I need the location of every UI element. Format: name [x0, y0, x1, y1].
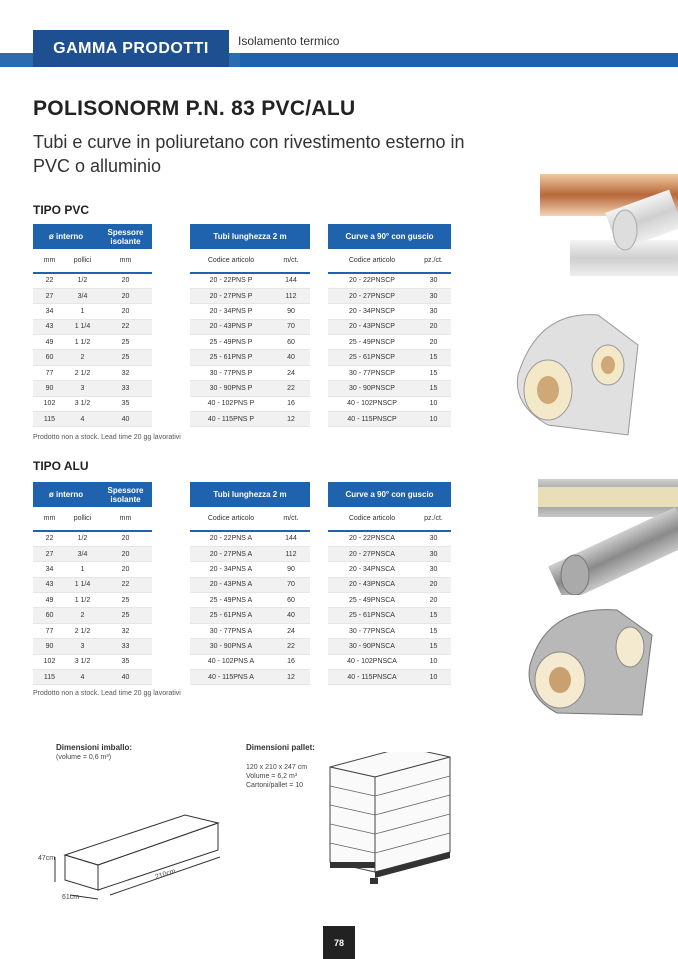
- table-row: [33, 350, 152, 365]
- table-cell: 90: [272, 562, 310, 577]
- table-cell: 30 - 77PNSCP: [328, 365, 416, 380]
- table-cell: 20: [99, 273, 152, 288]
- table-cell: 102: [33, 654, 66, 669]
- table-row: [190, 304, 310, 319]
- pallet-volume: Volume = 6,2 m³: [246, 773, 298, 780]
- table-cell: 25 - 49PNSCP: [328, 335, 416, 350]
- page-number: 78: [323, 926, 355, 959]
- pvc-dim-table: ø interno Spessore isolante mm pollici mm 22 1/2 20 27 3/4 20 34 1 20 43 1 1/4 22 49 1 1/2 25 60 2 25 77 2 1/2 32 90 3 33 102 3 1/2 35 115 4 40: [33, 224, 152, 427]
- table-cell: 15: [416, 381, 451, 396]
- table-row: [328, 623, 451, 638]
- table-cell: 60: [33, 350, 66, 365]
- table-row: [328, 562, 451, 577]
- table-cell: 25 - 61PNS A: [190, 608, 272, 623]
- table-cell: 40 - 115PNSCP: [328, 412, 416, 427]
- table-cell: 4: [66, 412, 99, 427]
- table-cell: 27: [33, 288, 66, 303]
- dim-210: 210cm: [154, 867, 177, 882]
- table-cell: 34: [33, 562, 66, 577]
- table-row: [190, 546, 310, 561]
- table-row: [190, 396, 310, 411]
- table-cell: 43: [33, 319, 66, 334]
- table-cell: 22: [272, 639, 310, 654]
- table-cell: 10: [416, 412, 451, 427]
- table-cell: 49: [33, 335, 66, 350]
- table-row: [328, 608, 451, 623]
- imballo-title: Dimensioni imballo:: [56, 743, 133, 752]
- table-cell: 20 - 27PNSCA: [328, 546, 416, 561]
- pallet-size: 120 x 210 x 247 cm: [246, 764, 308, 771]
- table-cell: 20 - 34PNSCA: [328, 562, 416, 577]
- dim-61: 61cm: [62, 894, 80, 901]
- table-cell: 3 1/2: [66, 654, 99, 669]
- table-cell: 20 - 22PNSCA: [328, 531, 416, 546]
- table-row: [190, 562, 310, 577]
- pvc-heading: TIPO PVC: [33, 203, 90, 217]
- table-cell: 60: [33, 608, 66, 623]
- table-cell: 15: [416, 365, 451, 380]
- section-name: Isolamento termico: [238, 34, 340, 48]
- table-cell: 40 - 102PNSCA: [328, 654, 416, 669]
- pvc-pipe-photo: [530, 170, 678, 290]
- table-cell: 20 - 43PNS A: [190, 577, 272, 592]
- col-curve: Curve a 90° con guscio: [328, 224, 451, 249]
- table-cell: 115: [33, 670, 66, 685]
- alu-dim-table: ø interno Spessore isolante mm pollici mm 22 1/2 20 27 3/4 20 34 1 20 43 1 1/4 22 49 1 1/2 25 60 2 25 77 2 1/2 32 90 3 33 102 3 1/2 35 115 4 40: [33, 482, 152, 685]
- table-cell: 15: [416, 639, 451, 654]
- table-row: [190, 350, 310, 365]
- table-cell: 25 - 49PNSCA: [328, 593, 416, 608]
- table-row: [33, 546, 152, 561]
- table-row: [33, 412, 152, 427]
- table-cell: 30: [416, 288, 451, 303]
- table-cell: 70: [272, 577, 310, 592]
- table-cell: 16: [272, 396, 310, 411]
- table-row: [33, 654, 152, 669]
- table-row: [33, 577, 152, 592]
- table-cell: 144: [272, 273, 310, 288]
- table-row: [328, 531, 451, 546]
- table-cell: 20: [99, 288, 152, 303]
- pvc-elbow-photo: [508, 305, 648, 440]
- table-cell: 15: [416, 623, 451, 638]
- table-row: [328, 412, 451, 427]
- table-cell: 20 - 43PNSCA: [328, 577, 416, 592]
- table-cell: 20 - 27PNSCP: [328, 288, 416, 303]
- table-cell: 1/2: [66, 273, 99, 288]
- table-cell: 30 - 90PNS P: [190, 381, 272, 396]
- table-cell: 30 - 90PNS A: [190, 639, 272, 654]
- table-cell: 16: [272, 654, 310, 669]
- table-cell: 2 1/2: [66, 623, 99, 638]
- table-row: [328, 577, 451, 592]
- page-subtitle: Tubi e curve in poliuretano con rivestimento esterno in PVC o alluminio: [33, 132, 465, 176]
- table-cell: 22: [33, 273, 66, 288]
- table-row: [190, 335, 310, 350]
- table-cell: 30: [416, 531, 451, 546]
- table-cell: 1 1/2: [66, 593, 99, 608]
- table-cell: 40: [272, 608, 310, 623]
- table-cell: 10: [416, 396, 451, 411]
- imballo-volume: (volume = 0,6 m³): [56, 754, 112, 761]
- table-cell: 3: [66, 381, 99, 396]
- table-cell: 40 - 115PNS A: [190, 670, 272, 685]
- table-row: [33, 319, 152, 334]
- table-cell: 40 - 102PNSCP: [328, 396, 416, 411]
- table-cell: 30: [416, 562, 451, 577]
- table-row: [328, 670, 451, 685]
- col-interno: ø interno: [33, 224, 99, 249]
- table-row: [33, 335, 152, 350]
- table-cell: 25 - 49PNS P: [190, 335, 272, 350]
- table-row: [328, 365, 451, 380]
- table-cell: 24: [272, 365, 310, 380]
- table-cell: 35: [99, 396, 152, 411]
- table-cell: 20 - 22PNS P: [190, 273, 272, 288]
- table-cell: 112: [272, 546, 310, 561]
- alu-note: Prodotto non a stock. Lead time 20 gg lavorativi: [33, 690, 181, 697]
- table-cell: 70: [272, 319, 310, 334]
- table-cell: 20: [416, 335, 451, 350]
- table-row: [33, 593, 152, 608]
- table-cell: 15: [416, 350, 451, 365]
- table-cell: 40: [99, 670, 152, 685]
- table-cell: 77: [33, 365, 66, 380]
- table-row: [33, 670, 152, 685]
- pvc-curve-table: Curve a 90° con guscio Codice articolo pz./ct. 20 - 22PNSCP 30 20 - 27PNSCP 30 20 - 34PNSCP 30 20 - 43PNSCP 20 25 - 49PNSCP 20 25 - 61PNSCP 15 30 - 77PNSCP 15 30 - 90PNSCP 15 40 - 102PNSCP 10 40 - 115PNSCP 10: [328, 224, 451, 427]
- table-cell: 20 - 27PNS A: [190, 546, 272, 561]
- table-cell: 22: [99, 319, 152, 334]
- table-cell: 90: [33, 639, 66, 654]
- table-cell: 3: [66, 639, 99, 654]
- table-cell: 12: [272, 670, 310, 685]
- table-cell: 1: [66, 562, 99, 577]
- table-row: [33, 608, 152, 623]
- table-cell: 15: [416, 608, 451, 623]
- table-cell: 25 - 61PNSCA: [328, 608, 416, 623]
- table-cell: 25 - 49PNS A: [190, 593, 272, 608]
- table-cell: 40 - 115PNSCA: [328, 670, 416, 685]
- col-tubi: Tubi lunghezza 2 m: [190, 224, 310, 249]
- table-cell: 30 - 77PNS P: [190, 365, 272, 380]
- table-cell: 30 - 90PNSCP: [328, 381, 416, 396]
- pallet-title: Dimensioni pallet:: [246, 743, 315, 752]
- table-cell: 3 1/2: [66, 396, 99, 411]
- table-row: [190, 670, 310, 685]
- table-cell: 90: [272, 304, 310, 319]
- alu-tubi-table: Tubi lunghezza 2 m Codice articolo m/ct. 20 - 22PNS A 144 20 - 27PNS A 112 20 - 34PNS A 90 20 - 43PNS A 70 25 - 49PNS A 60 25 - 61PNS A 40 30 - 77PNS A 24 30 - 90PNS A 22 40 - 102PNS A 16 40 - 115PNS A 12: [190, 482, 310, 685]
- table-cell: 25: [99, 608, 152, 623]
- alu-heading: TIPO ALU: [33, 459, 89, 473]
- table-cell: 60: [272, 593, 310, 608]
- table-cell: 115: [33, 412, 66, 427]
- table-cell: 25 - 61PNSCP: [328, 350, 416, 365]
- table-cell: 2: [66, 608, 99, 623]
- table-row: [328, 381, 451, 396]
- table-cell: 30 - 77PNSCA: [328, 623, 416, 638]
- table-row: [190, 288, 310, 303]
- table-cell: 33: [99, 381, 152, 396]
- table-cell: 25: [99, 335, 152, 350]
- table-row: [328, 639, 451, 654]
- table-cell: 43: [33, 577, 66, 592]
- alu-pipe-photo: [530, 475, 678, 595]
- table-row: [328, 350, 451, 365]
- table-row: [33, 273, 152, 288]
- table-row: [328, 288, 451, 303]
- table-cell: 20: [416, 319, 451, 334]
- table-cell: 20: [99, 546, 152, 561]
- table-cell: 77: [33, 623, 66, 638]
- table-cell: 20 - 27PNS P: [190, 288, 272, 303]
- table-cell: 20: [416, 593, 451, 608]
- table-cell: 33: [99, 639, 152, 654]
- table-row: [190, 593, 310, 608]
- table-cell: 102: [33, 396, 66, 411]
- table-cell: 10: [416, 654, 451, 669]
- table-cell: 35: [99, 654, 152, 669]
- table-cell: 25 - 61PNS P: [190, 350, 272, 365]
- table-cell: 2: [66, 350, 99, 365]
- table-row: [33, 396, 152, 411]
- pallet-drawing: [325, 752, 455, 890]
- table-row: [33, 639, 152, 654]
- table-row: [328, 273, 451, 288]
- table-cell: 20 - 22PNS A: [190, 531, 272, 546]
- table-cell: 40: [272, 350, 310, 365]
- table-cell: 30 - 77PNS A: [190, 623, 272, 638]
- table-cell: 20 - 34PNSCP: [328, 304, 416, 319]
- table-row: [328, 546, 451, 561]
- table-cell: 12: [272, 412, 310, 427]
- table-cell: 20 - 43PNS P: [190, 319, 272, 334]
- table-row: [190, 608, 310, 623]
- table-row: [328, 335, 451, 350]
- table-cell: 49: [33, 593, 66, 608]
- table-row: [190, 639, 310, 654]
- table-cell: 20 - 34PNS P: [190, 304, 272, 319]
- table-row: [33, 365, 152, 380]
- table-cell: 40: [99, 412, 152, 427]
- table-cell: 20: [99, 562, 152, 577]
- table-row: [190, 531, 310, 546]
- table-cell: 90: [33, 381, 66, 396]
- table-cell: 4: [66, 670, 99, 685]
- table-row: [33, 531, 152, 546]
- col-spessore: Spessore isolante: [99, 224, 152, 249]
- table-row: [33, 623, 152, 638]
- pvc-note: Prodotto non a stock. Lead time 20 gg lavorativi: [33, 434, 181, 441]
- table-cell: 32: [99, 365, 152, 380]
- table-row: [190, 365, 310, 380]
- table-cell: 24: [272, 623, 310, 638]
- table-cell: 27: [33, 546, 66, 561]
- table-row: [328, 654, 451, 669]
- table-cell: 32: [99, 623, 152, 638]
- table-cell: 30 - 90PNSCA: [328, 639, 416, 654]
- table-cell: 60: [272, 335, 310, 350]
- table-cell: 1 1/4: [66, 319, 99, 334]
- table-row: [190, 319, 310, 334]
- table-row: [328, 304, 451, 319]
- table-cell: 22: [33, 531, 66, 546]
- pvc-tubi-table: Tubi lunghezza 2 m Codice articolo m/ct. 20 - 22PNS P 144 20 - 27PNS P 112 20 - 34PNS P 90 20 - 43PNS P 70 25 - 49PNS P 60 25 - 61PNS P 40 30 - 77PNS P 24 30 - 90PNS P 22 40 - 102PNS P 16 40 - 115PNS P 12: [190, 224, 310, 427]
- table-cell: 20 - 22PNSCP: [328, 273, 416, 288]
- table-cell: 30: [416, 273, 451, 288]
- table-cell: 30: [416, 546, 451, 561]
- table-cell: 3/4: [66, 288, 99, 303]
- table-cell: 25: [99, 593, 152, 608]
- table-cell: 40 - 102PNS P: [190, 396, 272, 411]
- table-cell: 1/2: [66, 531, 99, 546]
- pallet-cartons: Cartoni/pallet = 10: [246, 782, 304, 789]
- table-row: [33, 288, 152, 303]
- alu-curve-table: Curve a 90° con guscio Codice articolo pz./ct. 20 - 22PNSCA 30 20 - 27PNSCA 30 20 - 34PNSCA 30 20 - 43PNSCA 20 25 - 49PNSCA 20 25 - 61PNSCA 15 30 - 77PNSCA 15 30 - 90PNSCA 15 40 - 102PNSCA 10 40 - 115PNSCA 10: [328, 482, 451, 685]
- table-cell: 20 - 43PNSCP: [328, 319, 416, 334]
- table-cell: 20: [99, 304, 152, 319]
- table-cell: 1 1/2: [66, 335, 99, 350]
- table-row: [328, 593, 451, 608]
- table-row: [190, 273, 310, 288]
- table-cell: 20 - 34PNS A: [190, 562, 272, 577]
- table-cell: 20: [416, 577, 451, 592]
- table-row: [328, 396, 451, 411]
- table-cell: 144: [272, 531, 310, 546]
- table-row: [190, 654, 310, 669]
- table-cell: 20: [99, 531, 152, 546]
- table-cell: 22: [99, 577, 152, 592]
- table-cell: 40 - 115PNS P: [190, 412, 272, 427]
- table-row: [190, 412, 310, 427]
- table-row: [33, 562, 152, 577]
- table-cell: 10: [416, 670, 451, 685]
- dim-47: 47cm: [38, 855, 56, 862]
- table-cell: 1: [66, 304, 99, 319]
- table-row: [33, 381, 152, 396]
- table-cell: 1 1/4: [66, 577, 99, 592]
- table-row: [190, 381, 310, 396]
- table-cell: 25: [99, 350, 152, 365]
- table-cell: 22: [272, 381, 310, 396]
- table-row: [190, 623, 310, 638]
- table-cell: 30: [416, 304, 451, 319]
- page-title: POLISONORM P.N. 83 PVC/ALU: [33, 97, 356, 120]
- table-cell: 2 1/2: [66, 365, 99, 380]
- table-cell: 3/4: [66, 546, 99, 561]
- table-row: [190, 577, 310, 592]
- box-drawing: [30, 805, 230, 905]
- brand-tab: GAMMA PRODOTTI: [33, 30, 229, 67]
- table-row: [328, 319, 451, 334]
- table-cell: 40 - 102PNS A: [190, 654, 272, 669]
- table-cell: 34: [33, 304, 66, 319]
- table-cell: 112: [272, 288, 310, 303]
- table-row: [33, 304, 152, 319]
- alu-elbow-photo: [522, 605, 657, 720]
